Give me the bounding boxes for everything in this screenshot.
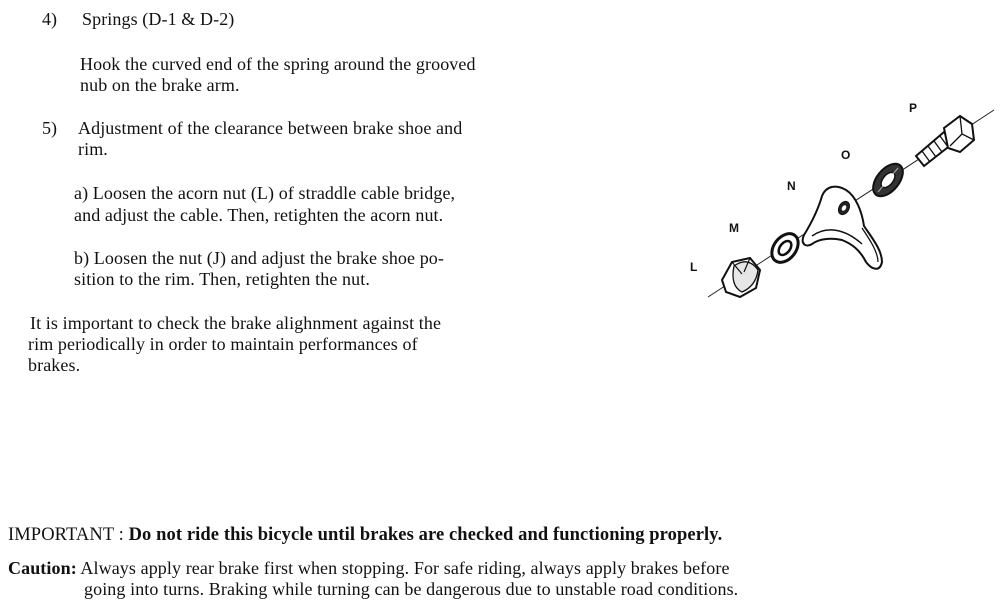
caution-notice-line-1 [8,558,730,579]
acorn-nut-L [722,258,760,297]
note-line-3: brakes. [28,355,81,375]
note-line-1: It is important to check the brake alighnment against the [30,313,442,333]
label-N: N [787,179,796,193]
section-4-title: Springs (D-1 & D-2) [82,9,235,29]
section-4-body-line-2: nub on the brake arm. [80,75,240,95]
caution-text-line-1: Always apply rear brake first when stopping. For safe riding, always apply brakes before [80,558,730,578]
section-4-body-line-1: Hook the curved end of the spring around the grooved [80,54,476,74]
section-5-title-line-2: rim. [78,139,108,159]
caution-label: Caution: [8,558,77,578]
step-b-line-2: sition to the rim. Then, retighten the nut. [74,269,370,289]
bridge-piece-N [803,187,882,269]
step-a-line-1: a) Loosen the acorn nut (L) of straddle cable bridge, [74,183,456,203]
important-text: Do not ride this bicycle until brakes are checked and functioning properly. [128,525,723,545]
label-M: M [729,221,739,235]
note-line-2: rim periodically in order to maintain performances of [28,334,418,354]
label-O: O [841,148,851,162]
label-P: P [909,101,918,115]
important-notice [8,525,722,546]
step-b-line-1: b) Loosen the nut (J) and adjust the brake shoe po- [74,248,445,268]
section-4-number: 4) [42,9,57,29]
washer-M [766,229,803,268]
lock-washer-O [867,158,908,201]
label-L: L [690,260,698,274]
caution-text-line-2: going into turns. Braking while turning can be dangerous due to unstable road conditions. [84,579,739,599]
bolt-P [916,116,974,166]
section-5-title-line-1: Adjustment of the clearance between brake shoe and [78,118,463,138]
section-5-number: 5) [42,118,57,138]
important-label: IMPORTANT : [8,525,124,545]
step-a-line-2: and adjust the cable. Then, retighten the acorn nut. [74,205,444,225]
